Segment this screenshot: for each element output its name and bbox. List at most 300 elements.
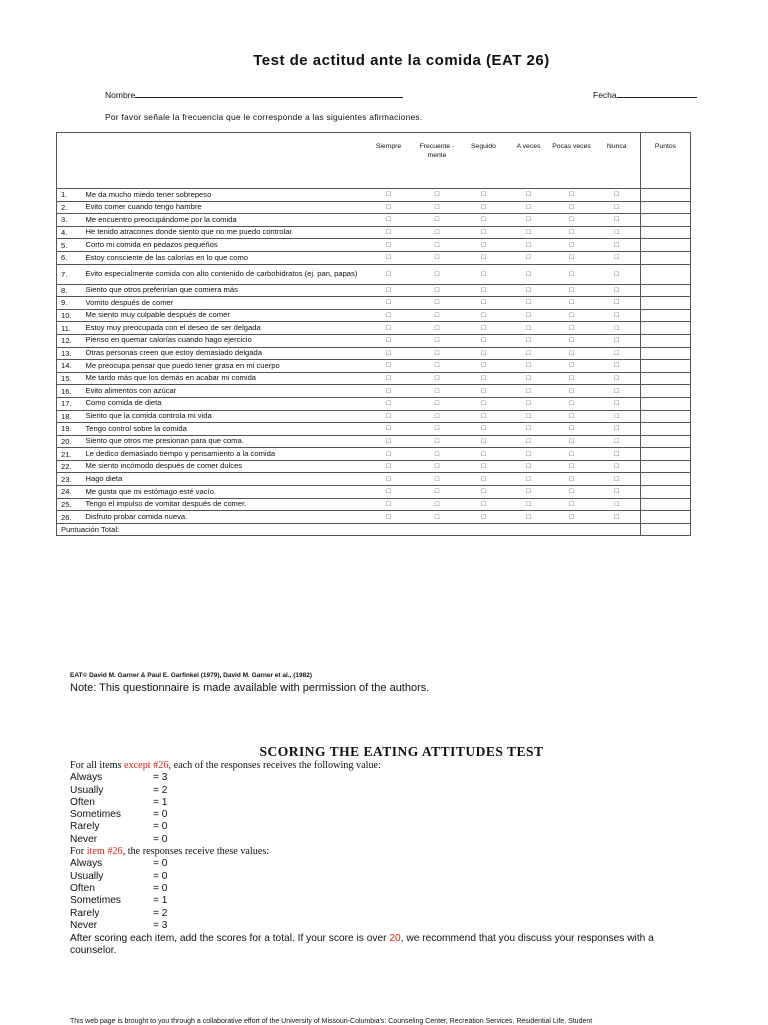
name-label: Nombre <box>105 90 136 100</box>
response-label: Usually <box>70 870 104 882</box>
response-checkbox[interactable]: □ <box>594 460 641 473</box>
points-cell[interactable] <box>641 397 691 410</box>
table-row <box>57 264 691 284</box>
response-checkbox[interactable]: □ <box>415 251 460 264</box>
points-cell[interactable] <box>641 486 691 499</box>
points-cell[interactable] <box>641 297 691 310</box>
item-statement: Pienso en quemar calorías cuando hago ejercicio <box>85 334 363 347</box>
response-checkbox[interactable]: □ <box>415 214 460 227</box>
response-checkbox[interactable]: □ <box>508 486 550 499</box>
score-value-row <box>70 797 690 809</box>
response-checkbox[interactable]: □ <box>460 264 508 284</box>
response-checkbox[interactable]: □ <box>363 460 415 473</box>
response-checkbox[interactable]: □ <box>550 410 594 423</box>
response-checkbox[interactable]: □ <box>508 473 550 486</box>
points-cell[interactable] <box>641 309 691 322</box>
response-value: = 2 <box>153 907 168 919</box>
response-checkbox[interactable]: □ <box>363 334 415 347</box>
response-checkbox[interactable]: □ <box>415 448 460 461</box>
response-checkbox[interactable]: □ <box>460 334 508 347</box>
response-checkbox[interactable]: □ <box>508 264 550 284</box>
response-label: Rarely <box>70 821 100 833</box>
response-checkbox[interactable]: □ <box>460 214 508 227</box>
response-checkbox[interactable]: □ <box>508 334 550 347</box>
response-checkbox[interactable]: □ <box>594 189 641 202</box>
table-row <box>57 322 691 335</box>
response-checkbox[interactable]: □ <box>415 264 460 284</box>
response-checkbox[interactable]: □ <box>460 251 508 264</box>
response-checkbox[interactable]: □ <box>460 189 508 202</box>
date-input-line[interactable] <box>617 89 697 98</box>
response-checkbox[interactable]: □ <box>363 511 415 524</box>
response-checkbox[interactable]: □ <box>363 239 415 252</box>
score-value-row <box>70 895 690 907</box>
response-checkbox[interactable]: □ <box>594 264 641 284</box>
points-cell[interactable] <box>641 334 691 347</box>
points-cell[interactable] <box>641 360 691 373</box>
response-value: = 0 <box>153 833 168 845</box>
permission-note: Note: This questionnaire is made available with permission of the authors. <box>70 682 430 694</box>
response-checkbox[interactable]: □ <box>594 423 641 436</box>
item-statement: Evito especialmente comida con alto contenido de carbohidratos (ej. pan, papas) <box>85 264 363 284</box>
response-checkbox[interactable]: □ <box>363 448 415 461</box>
points-cell[interactable] <box>641 385 691 398</box>
response-checkbox[interactable]: □ <box>508 284 550 297</box>
score-value-row <box>70 858 690 870</box>
points-cell[interactable] <box>641 284 691 297</box>
response-checkbox[interactable]: □ <box>594 347 641 360</box>
item-number: 5. <box>57 239 85 252</box>
response-checkbox[interactable]: □ <box>415 322 460 335</box>
response-checkbox[interactable]: □ <box>460 297 508 310</box>
response-checkbox[interactable]: □ <box>550 309 594 322</box>
response-label: Always <box>70 772 103 784</box>
score-value-row <box>70 871 690 883</box>
item-number: 17. <box>57 397 85 410</box>
response-checkbox[interactable]: □ <box>363 201 415 214</box>
response-checkbox[interactable]: □ <box>550 189 594 202</box>
instructions: Por favor señale la frecuencia que le corresponde a las siguientes afirmaciones. <box>105 112 423 122</box>
score-value-row <box>70 883 690 895</box>
response-checkbox[interactable]: □ <box>460 410 508 423</box>
item-number: 13. <box>57 347 85 360</box>
response-label: Sometimes <box>70 895 121 907</box>
response-checkbox[interactable]: □ <box>594 511 641 524</box>
item-statement: Evito alimentos con azúcar <box>85 385 363 398</box>
scoring-intro-1 <box>70 760 690 772</box>
item-number: 7. <box>57 264 85 284</box>
response-checkbox[interactable]: □ <box>460 239 508 252</box>
response-checkbox[interactable]: □ <box>550 435 594 448</box>
response-checkbox[interactable]: □ <box>460 460 508 473</box>
item-statement: Me encuentro preocupándome por la comida <box>85 214 363 227</box>
response-label: Rarely <box>70 907 100 919</box>
response-checkbox[interactable]: □ <box>594 385 641 398</box>
item-statement: Como comida de dieta <box>85 397 363 410</box>
response-checkbox[interactable]: □ <box>415 410 460 423</box>
response-checkbox[interactable]: □ <box>594 397 641 410</box>
response-value: = 1 <box>153 895 168 907</box>
intro1-pre: For all items <box>70 760 125 771</box>
item-number: 25. <box>57 498 85 511</box>
item-statement: Tengo control sobre la comida <box>85 423 363 436</box>
points-cell[interactable] <box>641 511 691 524</box>
response-value: = 0 <box>153 858 168 870</box>
points-cell[interactable] <box>641 189 691 202</box>
header-siempre: Siempre <box>363 133 415 189</box>
footer-text: This web page is brought to you through a collaborative effort of the University of Missouri-Columbia's: Counseling Center, Recreation Services, Residential Life, Student <box>70 1018 593 1025</box>
scoring-values-1 <box>70 772 690 846</box>
item-number: 24. <box>57 486 85 499</box>
response-checkbox[interactable]: □ <box>508 448 550 461</box>
item-statement: Evito comer cuando tengo hambre <box>85 201 363 214</box>
response-checkbox[interactable]: □ <box>508 201 550 214</box>
item-number: 14. <box>57 360 85 373</box>
points-cell[interactable] <box>641 435 691 448</box>
response-checkbox[interactable]: □ <box>415 201 460 214</box>
response-checkbox[interactable]: □ <box>508 309 550 322</box>
response-checkbox[interactable]: □ <box>460 284 508 297</box>
response-checkbox[interactable]: □ <box>415 239 460 252</box>
table-row <box>57 297 691 310</box>
score-value-row <box>70 821 690 833</box>
item-number: 6. <box>57 251 85 264</box>
response-value: = 0 <box>153 882 168 894</box>
closing-post: , we recommend that you discuss your responses with a counselor. <box>70 933 654 957</box>
table-row <box>57 360 691 373</box>
response-checkbox[interactable]: □ <box>460 201 508 214</box>
response-checkbox[interactable]: □ <box>550 251 594 264</box>
scoring-title: SCORING THE EATING ATTITUDES TEST <box>259 744 544 759</box>
response-checkbox[interactable]: □ <box>363 498 415 511</box>
response-label: Always <box>70 858 103 870</box>
response-label: Never <box>70 833 98 845</box>
response-checkbox[interactable]: □ <box>363 309 415 322</box>
response-checkbox[interactable]: □ <box>508 410 550 423</box>
response-value: = 0 <box>153 809 168 821</box>
response-checkbox[interactable]: □ <box>415 309 460 322</box>
table-row <box>57 460 691 473</box>
response-checkbox[interactable]: □ <box>415 284 460 297</box>
table-row <box>57 309 691 322</box>
response-checkbox[interactable]: □ <box>508 511 550 524</box>
response-checkbox[interactable]: □ <box>363 189 415 202</box>
response-checkbox[interactable]: □ <box>460 360 508 373</box>
table-row <box>57 284 691 297</box>
response-checkbox[interactable]: □ <box>594 214 641 227</box>
intro2-highlight: item #26 <box>86 846 123 858</box>
points-cell[interactable] <box>641 239 691 252</box>
points-cell[interactable] <box>641 322 691 335</box>
response-checkbox[interactable]: □ <box>508 226 550 239</box>
response-checkbox[interactable]: □ <box>594 486 641 499</box>
response-checkbox[interactable]: □ <box>594 322 641 335</box>
response-checkbox[interactable]: □ <box>508 251 550 264</box>
table-row <box>57 347 691 360</box>
response-checkbox[interactable]: □ <box>363 385 415 398</box>
header-a-veces: A veces <box>508 133 550 189</box>
response-checkbox[interactable]: □ <box>594 410 641 423</box>
response-checkbox[interactable]: □ <box>550 334 594 347</box>
score-value-row <box>70 908 690 920</box>
response-checkbox[interactable]: □ <box>363 214 415 227</box>
table-row <box>57 385 691 398</box>
table-row <box>57 435 691 448</box>
intro1-post: , each of the responses receives the following value: <box>168 760 381 771</box>
response-checkbox[interactable]: □ <box>594 334 641 347</box>
response-checkbox[interactable]: □ <box>363 372 415 385</box>
item-number: 2. <box>57 201 85 214</box>
item-number: 3. <box>57 214 85 227</box>
response-checkbox[interactable]: □ <box>415 297 460 310</box>
table-row <box>57 448 691 461</box>
response-checkbox[interactable]: □ <box>363 251 415 264</box>
closing-pre: After scoring each item, add the scores for a total. If your score is over <box>70 933 390 945</box>
item-number: 12. <box>57 334 85 347</box>
response-checkbox[interactable]: □ <box>594 251 641 264</box>
item-number: 23. <box>57 473 85 486</box>
points-cell[interactable] <box>641 347 691 360</box>
response-checkbox[interactable]: □ <box>415 189 460 202</box>
response-checkbox[interactable]: □ <box>460 385 508 398</box>
item-statement: Hago dieta <box>85 473 363 486</box>
total-label: Puntuación Total: <box>57 523 641 535</box>
response-checkbox[interactable]: □ <box>415 360 460 373</box>
response-checkbox[interactable]: □ <box>415 460 460 473</box>
response-checkbox[interactable]: □ <box>508 435 550 448</box>
response-checkbox[interactable]: □ <box>363 435 415 448</box>
item-statement: Me da mucho miedo tener sobrepeso <box>85 189 363 202</box>
table-row <box>57 214 691 227</box>
points-cell[interactable] <box>641 264 691 284</box>
response-checkbox[interactable]: □ <box>508 372 550 385</box>
response-checkbox[interactable]: □ <box>508 189 550 202</box>
response-checkbox[interactable]: □ <box>508 322 550 335</box>
response-checkbox[interactable]: □ <box>363 226 415 239</box>
response-checkbox[interactable]: □ <box>363 410 415 423</box>
points-cell[interactable] <box>641 448 691 461</box>
points-cell[interactable] <box>641 498 691 511</box>
response-checkbox[interactable]: □ <box>508 498 550 511</box>
item-number: 1. <box>57 189 85 202</box>
response-checkbox[interactable]: □ <box>594 297 641 310</box>
response-checkbox[interactable]: □ <box>594 201 641 214</box>
response-checkbox[interactable]: □ <box>363 473 415 486</box>
header-seguido: Seguido <box>460 133 508 189</box>
response-checkbox[interactable]: □ <box>550 297 594 310</box>
closing-highlight: 20 <box>389 933 401 945</box>
response-checkbox[interactable]: □ <box>550 448 594 461</box>
response-checkbox[interactable]: □ <box>508 297 550 310</box>
response-checkbox[interactable]: □ <box>550 372 594 385</box>
item-statement: Corto mi comida en pedazos pequeños <box>85 239 363 252</box>
points-cell[interactable] <box>641 473 691 486</box>
response-label: Usually <box>70 784 104 796</box>
item-statement: Le dedico demasiado tiempo y pensamiento a la comida <box>85 448 363 461</box>
item-statement: Disfruto probar comida nueva. <box>85 511 363 524</box>
table-row <box>57 372 691 385</box>
name-input-line[interactable] <box>135 89 403 98</box>
response-checkbox[interactable]: □ <box>508 347 550 360</box>
table-row <box>57 239 691 252</box>
item-number: 21. <box>57 448 85 461</box>
response-checkbox[interactable]: □ <box>363 347 415 360</box>
response-checkbox[interactable]: □ <box>550 486 594 499</box>
response-checkbox[interactable]: □ <box>550 385 594 398</box>
response-checkbox[interactable]: □ <box>460 423 508 436</box>
response-checkbox[interactable]: □ <box>508 460 550 473</box>
response-checkbox[interactable]: □ <box>415 334 460 347</box>
response-checkbox[interactable]: □ <box>550 347 594 360</box>
response-checkbox[interactable]: □ <box>550 397 594 410</box>
response-checkbox[interactable]: □ <box>415 435 460 448</box>
response-value: = 3 <box>153 919 168 931</box>
response-checkbox[interactable]: □ <box>594 309 641 322</box>
table-row <box>57 251 691 264</box>
scoring-values-2 <box>70 858 690 932</box>
response-checkbox[interactable]: □ <box>460 498 508 511</box>
response-checkbox[interactable]: □ <box>363 284 415 297</box>
points-cell[interactable] <box>641 372 691 385</box>
response-checkbox[interactable]: □ <box>363 322 415 335</box>
points-cell[interactable] <box>641 460 691 473</box>
points-cell[interactable] <box>641 226 691 239</box>
response-checkbox[interactable]: □ <box>550 322 594 335</box>
response-checkbox[interactable]: □ <box>508 423 550 436</box>
response-checkbox[interactable]: □ <box>415 498 460 511</box>
response-checkbox[interactable]: □ <box>460 435 508 448</box>
item-statement: Otras personas creen que estoy demasiado delgada <box>85 347 363 360</box>
response-checkbox[interactable]: □ <box>415 397 460 410</box>
score-value-row <box>70 809 690 821</box>
response-checkbox[interactable]: □ <box>363 264 415 284</box>
response-checkbox[interactable]: □ <box>460 347 508 360</box>
item-statement: Me preocupa pensar que puedo tener grasa en mi cuerpo <box>85 360 363 373</box>
item-number: 22. <box>57 460 85 473</box>
response-checkbox[interactable]: □ <box>508 239 550 252</box>
table-row <box>57 334 691 347</box>
response-checkbox[interactable]: □ <box>550 284 594 297</box>
item-number: 26. <box>57 511 85 524</box>
response-checkbox[interactable]: □ <box>460 226 508 239</box>
points-cell[interactable] <box>641 201 691 214</box>
response-checkbox[interactable]: □ <box>594 284 641 297</box>
response-checkbox[interactable]: □ <box>594 239 641 252</box>
table-row <box>57 473 691 486</box>
response-checkbox[interactable]: □ <box>363 423 415 436</box>
item-number: 15. <box>57 372 85 385</box>
response-checkbox[interactable]: □ <box>363 486 415 499</box>
points-cell[interactable] <box>641 251 691 264</box>
response-checkbox[interactable]: □ <box>594 435 641 448</box>
response-checkbox[interactable]: □ <box>594 372 641 385</box>
response-checkbox[interactable]: □ <box>363 297 415 310</box>
response-checkbox[interactable]: □ <box>594 226 641 239</box>
score-value-row <box>70 834 690 846</box>
points-cell[interactable] <box>641 214 691 227</box>
response-checkbox[interactable]: □ <box>594 473 641 486</box>
response-checkbox[interactable]: □ <box>415 226 460 239</box>
response-checkbox[interactable]: □ <box>415 385 460 398</box>
points-cell[interactable] <box>641 423 691 436</box>
header-puntos: Puntos <box>641 133 691 189</box>
response-checkbox[interactable]: □ <box>550 201 594 214</box>
table-row <box>57 201 691 214</box>
response-checkbox[interactable]: □ <box>460 486 508 499</box>
response-checkbox[interactable]: □ <box>550 423 594 436</box>
table-row <box>57 498 691 511</box>
response-checkbox[interactable]: □ <box>460 372 508 385</box>
item-statement: Me tardo más que los demás en acabar mi comida <box>85 372 363 385</box>
response-checkbox[interactable]: □ <box>460 397 508 410</box>
response-checkbox[interactable]: □ <box>415 486 460 499</box>
response-checkbox[interactable]: □ <box>415 511 460 524</box>
response-checkbox[interactable]: □ <box>550 264 594 284</box>
response-checkbox[interactable]: □ <box>508 385 550 398</box>
item-number: 9. <box>57 297 85 310</box>
response-checkbox[interactable]: □ <box>415 372 460 385</box>
item-statement: Me siento muy culpable después de comer <box>85 309 363 322</box>
total-row <box>57 523 691 535</box>
response-checkbox[interactable]: □ <box>594 498 641 511</box>
response-checkbox[interactable]: □ <box>550 239 594 252</box>
item-statement: Siento que la comida controla mi vida <box>85 410 363 423</box>
item-number: 11. <box>57 322 85 335</box>
item-number: 18. <box>57 410 85 423</box>
citation: EAT© David M. Garner & Paul E. Garfinkel (1979), David M. Garner et al., (1982) <box>70 672 312 679</box>
response-checkbox[interactable]: □ <box>460 309 508 322</box>
response-checkbox[interactable]: □ <box>415 347 460 360</box>
item-number: 16. <box>57 385 85 398</box>
name-field <box>105 89 403 100</box>
response-checkbox[interactable]: □ <box>508 360 550 373</box>
response-checkbox[interactable]: □ <box>415 473 460 486</box>
points-cell[interactable] <box>641 410 691 423</box>
table-row <box>57 189 691 202</box>
response-checkbox[interactable]: □ <box>508 214 550 227</box>
item-statement: Tengo el impulso de vomitar después de comer. <box>85 498 363 511</box>
response-checkbox[interactable]: □ <box>550 498 594 511</box>
table-row <box>57 423 691 436</box>
item-number: 4. <box>57 226 85 239</box>
intro2-pre: For <box>70 846 87 858</box>
item-statement: Siento que otros me presionan para que coma. <box>85 435 363 448</box>
score-value-row <box>70 785 690 797</box>
response-checkbox[interactable]: □ <box>550 473 594 486</box>
response-checkbox[interactable]: □ <box>363 360 415 373</box>
table-row <box>57 410 691 423</box>
total-points-cell[interactable] <box>641 523 691 535</box>
item-statement: Me gusta que mi estómago esté vacío. <box>85 486 363 499</box>
response-checkbox[interactable]: □ <box>550 214 594 227</box>
response-checkbox[interactable]: □ <box>460 322 508 335</box>
response-checkbox[interactable]: □ <box>550 511 594 524</box>
response-checkbox[interactable]: □ <box>460 473 508 486</box>
response-checkbox[interactable]: □ <box>594 448 641 461</box>
scoring-intro-2 <box>70 846 690 858</box>
response-checkbox[interactable]: □ <box>415 423 460 436</box>
response-checkbox[interactable]: □ <box>594 360 641 373</box>
response-checkbox[interactable]: □ <box>508 397 550 410</box>
response-checkbox[interactable]: □ <box>550 226 594 239</box>
response-checkbox[interactable]: □ <box>460 448 508 461</box>
table-row <box>57 486 691 499</box>
response-checkbox[interactable]: □ <box>550 460 594 473</box>
response-checkbox[interactable]: □ <box>460 511 508 524</box>
response-checkbox[interactable]: □ <box>363 397 415 410</box>
item-statement: Vomito después de comer <box>85 297 363 310</box>
response-checkbox[interactable]: □ <box>550 360 594 373</box>
